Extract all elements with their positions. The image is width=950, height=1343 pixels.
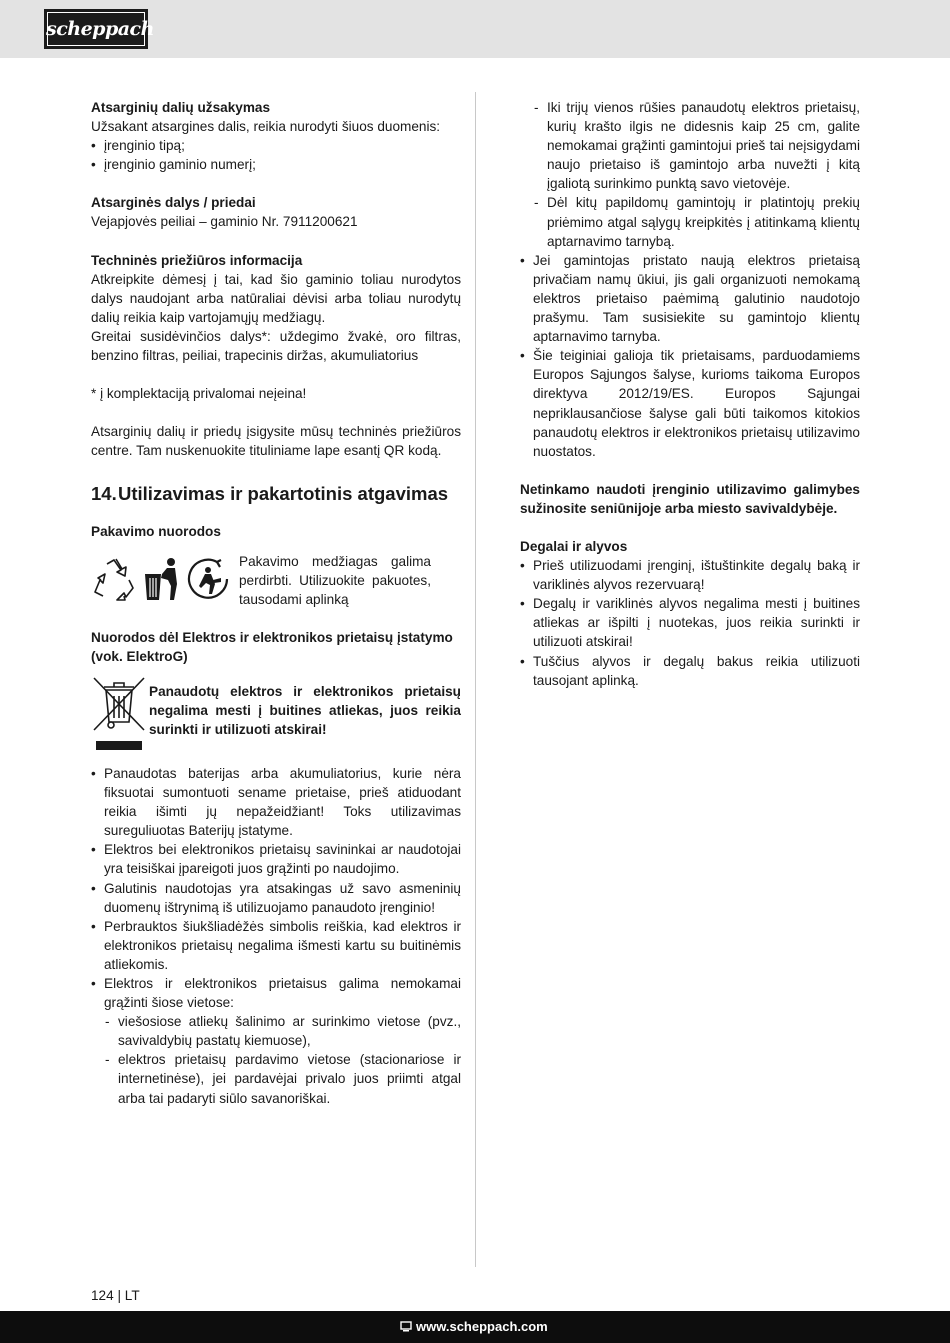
section-title-text: Utilizavimas ir pakartotinis atgavimas [118,483,449,505]
spare-parts-heading: Atsarginių dalių užsakymas [91,100,271,115]
column-divider [475,92,476,1267]
weee-heading: Nuorodos dėl Elektros ir elektronikos prietaisų įstatymo (vok. ElektroG) [91,629,453,664]
green-dot-icon [187,556,233,602]
list-item: • Perbrauktos šiukšliadėžės simbolis reiškia, kad elektros ir elektronikos prietaisų negalima išmesti kartu su buitinėmis atliekomis. [91,917,461,974]
list-item: • Tuščius alyvos ir degalų bakus reikia utilizuoti tausojant aplinką. [520,652,860,690]
footnote: * į komplektaciją privalomai neįeina! [91,386,307,402]
return-options-list [533,98,860,251]
section-number: 14. [91,483,117,505]
list-item: • Jei gamintojas pristato naują elektros prietaisą privačiam namų ūkiui, jis gali organizuoti nemokamą elektros prietaiso paėmimą galutinio naudotojo prašymu. Tam susisiekite su gamintojo klientų aptarnavimo tarnyba. [520,251,860,346]
list-item: - viešosiose atliekų šalinimo ar surinkimo vietose (pvz., savivaldybių pastatų kiemuose), [104,1012,461,1050]
crossed-bin-icon [91,674,149,752]
weee-row [91,674,461,752]
weee-warning: Panaudotų elektros ir elektronikos prietaisų negalima mesti į buitines atliekas, juos reikia surinkti ir utilizuoti atskirai! [149,683,461,738]
list-item: • Panaudotas baterijas arba akumuliatorius, kurie nėra fiksuotai sumontuoti sename prietaise, prieš atiduodant reikia išimti jų nepažeidžiant! Toks utilizavimas sureguliuotas Baterijų įstatyme. [91,764,461,840]
list-item: • Prieš utilizuodami įrenginį, ištuštinkite degalų baką ir variklinės alyvos rezervuarą! [520,556,860,594]
return-places-list [104,1012,461,1107]
section-title [91,484,461,504]
list-item: • įrenginio gaminio numerį; [91,155,461,174]
list-item: • įrenginio tipą; [91,136,461,155]
fuel-list [520,556,860,690]
packing-text: Pakavimo medžiagas galima perdirbti. Utilizuokite pakuotes, tausodami aplinką [239,553,431,607]
list-item: • Galutinis naudotojas yra atsakingas už savo asmeninių duomenų ištrynimą iš utilizuojamo panaudoto įrenginio! [91,879,461,917]
wear-parts-text: Greitai susidėvinčios dalys*: uždegimo žvakė, oro filtras, benzino filtras, peiliai, trapecinis diržas, akumuliatorius [91,328,461,364]
left-column [91,98,461,1108]
packing-icons [91,556,239,602]
buy-parts-text: Atsarginių dalių ir priedų įsigysite mūsų techninės priežiūros centre. Tam nuskenuokite tituliniame lape esantį QR kodą. [91,424,461,459]
list-item: • Degalų ir variklinės alyvos negalima mesti į buitines atliekas ar išpilti į nuotekas, juos reikia surinkti ir utilizuoti atskirai! [520,594,860,651]
website-link[interactable]: www.scheppach.com [416,1319,548,1334]
list-item: - Iki trijų vienos rūšies panaudotų elektros prietaisų, kurių krašto ilgis ne didesnis kaip 25 cm, galite nemokamai grąžinti gamintojui prieš tai neįsigydami naujo prietaiso iš gamintojo arba nuvežti į kitą įgaliotą surinkimo punktą savo vietovėje. [533,98,860,193]
scheppach-logo: scheppach [44,9,148,49]
weee-list [91,764,461,1108]
page-footer [0,1311,950,1343]
page-number: 124 | LT [91,1288,140,1303]
right-column [520,98,860,690]
accessories-heading: Atsarginės dalys / priedai [91,195,256,211]
list-item: • Šie teiginiai galioja tik prietaisams, parduodamiems Europos Sąjungos šalyse, kurioms taikoma Europos direktyva 2012/19/ES. Europos Sąjungai nepriklausančiose šalyse gali būti taikomos kitokios panaudotų elektros ir elektronikos prietaisų utilizavimo nuostatos. [520,346,860,461]
list-item: • Elektros bei elektronikos prietaisų savininkai ar naudotojai yra teisiškai įpareigoti juos grąžinti po naudojimo. [91,840,461,878]
monitor-icon [400,1321,412,1332]
footer-website [400,1318,548,1336]
recycle-icon [91,556,137,602]
list-item: - Dėl kitų papildomų gamintojų ir platintojų prekių priėmimo atgal sąlygų kreipkitės į atitinkamą klientų aptarnavimo tarnybą. [533,193,860,250]
fuel-heading: Degalai ir alyvos [520,538,628,554]
packing-row [91,552,461,609]
tidy-man-icon [141,556,183,602]
accessories-text: Vejapjovės peiliai – gaminio Nr. 7911200621 [91,214,358,230]
list-item: - elektros prietaisų pardavimo vietose (stacionariose ir internetinėse), jei pardavėjai privalo juos priimti atgal arba tai padaryti siūlo savanoriškai. [104,1050,461,1107]
service-heading: Techninės priežiūros informacija [91,252,303,268]
list-item-text: Elektros ir elektronikos prietaisus galima nemokamai grąžinti šiose vietose: [104,976,461,1011]
spare-parts-list [91,136,461,174]
manufacturer-list [520,251,860,461]
spare-parts-text: Užsakant atsargines dalis, reikia nurodyti šiuos duomenis: [91,119,441,135]
disposal-notice: Netinkamo naudoti įrenginio utilizavimo galimybes sužinosite seniūnijoje arba miesto savivaldybėje. [520,481,860,516]
page-header [0,0,950,58]
service-text: Atkreipkite dėmesį į tai, kad šio gaminio toliau nurodytos dalys naudojant arba natūraliai dėvisi arba toliau nurodytų dalių reikia kaip vartojamųjų medžiagų. [91,271,461,325]
packing-heading: Pakavimo nuorodos [91,524,221,540]
list-item [91,974,461,1108]
